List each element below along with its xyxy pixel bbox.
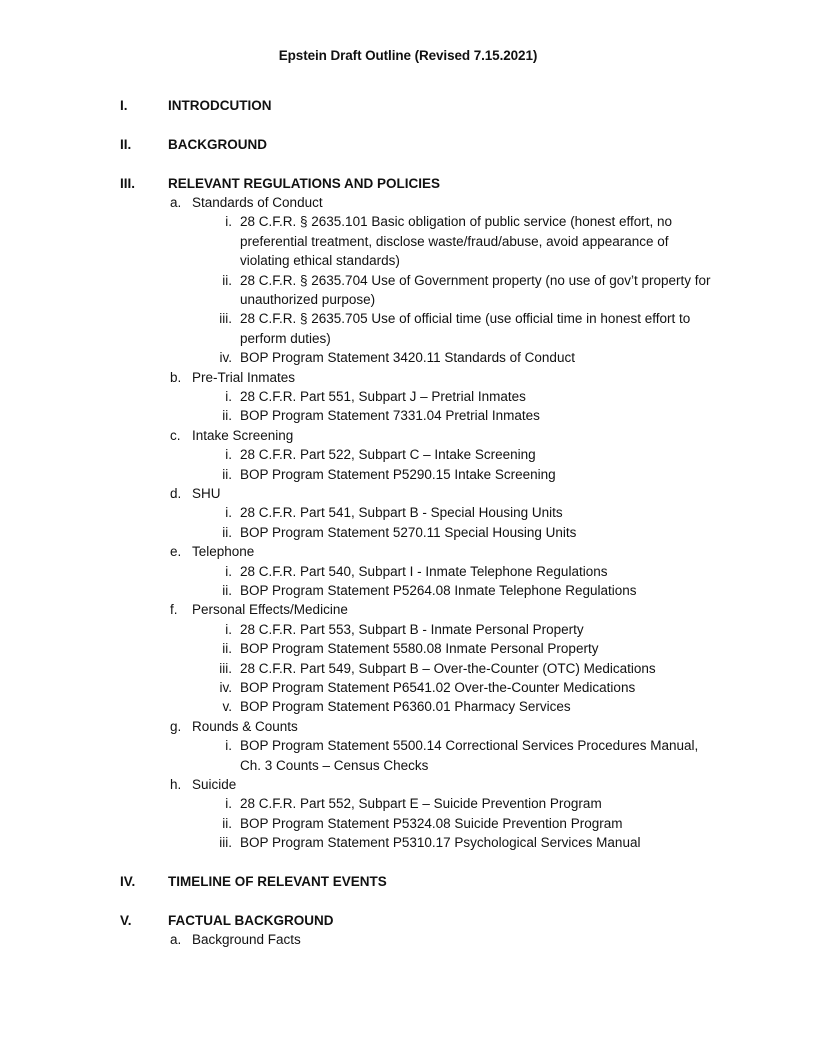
section-title: TIMELINE OF RELEVANT EVENTS — [168, 874, 387, 890]
list-item-marker: ii. — [222, 408, 232, 424]
subsection-marker: a. — [170, 194, 182, 210]
list-item — [0, 523, 715, 542]
list-item — [0, 833, 715, 852]
section-heading — [0, 174, 816, 193]
subsection — [0, 368, 816, 426]
list-item-text: 28 C.F.R. Part 540, Subpart I - Inmate Telephone Regulations — [240, 563, 608, 579]
list-item-marker: iii. — [219, 835, 232, 851]
subsection — [0, 717, 816, 775]
document-title: Epstein Draft Outline (Revised 7.15.2021) — [278, 48, 538, 63]
subsection-marker: a. — [170, 932, 182, 948]
section-title: INTRODCUTION — [168, 98, 272, 113]
outline-section — [0, 872, 816, 891]
list-item-text: 28 C.F.R. Part 552, Subpart E – Suicide Prevention Program — [240, 796, 602, 812]
list-item-marker: ii. — [222, 524, 232, 540]
list-item — [0, 348, 715, 367]
list-item-text: BOP Program Statement 5500.14 Correctional Services Procedures Manual, Ch. 3 Counts – Census Checks — [240, 738, 699, 773]
section-heading — [0, 135, 816, 154]
subsection — [0, 600, 816, 716]
list-item-marker: ii. — [222, 815, 232, 831]
list-item-marker: iii. — [219, 660, 232, 676]
list-item-text: BOP Program Statement P6360.01 Pharmacy Services — [240, 699, 571, 715]
subsection-label: SHU — [192, 486, 221, 501]
list-item — [0, 814, 715, 833]
list-item-marker: iii. — [219, 311, 232, 327]
list-item-marker: i. — [225, 214, 232, 230]
subsection-heading — [0, 484, 816, 503]
list-item-marker: i. — [225, 505, 232, 521]
subsection-label: Telephone — [192, 544, 255, 560]
list-item — [0, 445, 715, 464]
section-number: V. — [120, 912, 132, 928]
list-item — [0, 309, 715, 348]
section-title: FACTUAL BACKGROUND — [168, 912, 334, 928]
list-item-marker: ii. — [222, 272, 232, 288]
list-item-text: BOP Program Statement P5310.17 Psychological Services Manual — [240, 835, 641, 851]
list-item-text: 28 C.F.R. § 2635.704 Use of Government property (no use of gov’t property for unauthorized purpose) — [240, 272, 711, 307]
list-item-text: BOP Program Statement P5290.15 Intake Screening — [240, 466, 556, 482]
section-title: RELEVANT REGULATIONS AND POLICIES — [168, 175, 441, 191]
list-item-marker: ii. — [222, 583, 232, 598]
section-number: II. — [120, 136, 132, 152]
section-title: BACKGROUND — [168, 136, 267, 152]
list-item-text: BOP Program Statement 3420.11 Standards of Conduct — [240, 350, 575, 366]
list-item-text: BOP Program Statement 5270.11 Special Housing Units — [240, 524, 577, 540]
list-item — [0, 406, 715, 425]
list-item-text: BOP Program Statement P5264.08 Inmate Telephone Regulations — [240, 583, 637, 598]
subsection — [0, 775, 816, 853]
list-item-text: 28 C.F.R. Part 553, Subpart B - Inmate Personal Property — [240, 621, 584, 637]
subsection-heading — [0, 775, 816, 794]
list-item-text: BOP Program Statement P5324.08 Suicide Prevention Program — [240, 815, 623, 831]
list-item-text: 28 C.F.R. § 2635.705 Use of official time (use official time in honest effort to perform duties) — [240, 311, 691, 346]
subsection-heading — [0, 542, 816, 561]
subsection — [0, 484, 816, 542]
list-item — [0, 271, 715, 310]
list-item-marker: v. — [222, 699, 232, 715]
subsection-heading — [0, 426, 816, 445]
list-item-text: BOP Program Statement P6541.02 Over-the-Counter Medications — [240, 680, 636, 696]
outline-section — [0, 96, 816, 115]
list-item-marker: ii. — [222, 466, 232, 482]
section-number: III. — [120, 175, 136, 191]
list-item-marker: i. — [225, 796, 232, 812]
list-item-marker: iv. — [219, 350, 232, 366]
outline-section — [0, 135, 816, 154]
list-item-marker: i. — [225, 621, 232, 637]
list-item — [0, 212, 715, 270]
list-item — [0, 503, 715, 522]
section-heading — [0, 872, 816, 891]
list-item-marker: i. — [225, 447, 232, 463]
section-heading — [0, 96, 816, 115]
subsection-label: Personal Effects/Medicine — [192, 602, 348, 618]
list-item-text: 28 C.F.R. Part 541, Subpart B - Special Housing Units — [240, 505, 563, 521]
list-item — [0, 697, 715, 716]
subsection-label: Pre-Trial Inmates — [192, 369, 296, 385]
list-item-text: BOP Program Statement 7331.04 Pretrial Inmates — [240, 408, 540, 424]
list-item-marker: i. — [225, 563, 232, 579]
list-item-text: 28 C.F.R. Part 522, Subpart C – Intake Screening — [240, 447, 536, 463]
outline-section — [0, 174, 816, 853]
list-item — [0, 387, 715, 406]
subsection-marker: e. — [170, 544, 182, 560]
list-item-marker: ii. — [222, 641, 232, 657]
list-item-text: 28 C.F.R. Part 551, Subpart J – Pretrial Inmates — [240, 388, 526, 404]
outline-section — [0, 911, 816, 950]
section-number: I. — [120, 98, 128, 113]
subsection-marker: c. — [170, 427, 181, 443]
list-item — [0, 794, 715, 813]
list-item — [0, 736, 715, 775]
subsection-label: Rounds & Counts — [192, 718, 298, 734]
subsection-label: Standards of Conduct — [192, 194, 323, 210]
list-item — [0, 639, 715, 658]
subsection-marker: d. — [170, 486, 182, 501]
subsection-heading — [0, 193, 816, 212]
list-item-text: BOP Program Statement 5580.08 Inmate Personal Property — [240, 641, 599, 657]
subsection-heading — [0, 930, 816, 949]
subsection-heading — [0, 600, 816, 619]
list-item — [0, 581, 715, 600]
list-item-text: 28 C.F.R. Part 549, Subpart B – Over-the-Counter (OTC) Medications — [240, 660, 656, 676]
subsection-marker: h. — [170, 777, 182, 793]
subsection — [0, 193, 816, 368]
section-heading — [0, 911, 816, 930]
subsection-marker: g. — [170, 718, 182, 734]
subsection — [0, 542, 816, 600]
subsection-label: Suicide — [192, 777, 237, 793]
list-item-marker: iv. — [219, 680, 232, 696]
subsection-label: Background Facts — [192, 932, 301, 948]
subsection — [0, 930, 816, 949]
list-item — [0, 562, 715, 581]
outline — [0, 96, 816, 969]
subsection-label: Intake Screening — [192, 427, 294, 443]
list-item — [0, 465, 715, 484]
subsection-marker: f. — [170, 602, 178, 618]
subsection-heading — [0, 368, 816, 387]
list-item — [0, 659, 715, 678]
section-number: IV. — [120, 874, 136, 890]
subsection-heading — [0, 717, 816, 736]
list-item — [0, 678, 715, 697]
list-item-marker: i. — [225, 738, 232, 754]
list-item-marker: i. — [225, 388, 232, 404]
subsection — [0, 426, 816, 484]
list-item-text: 28 C.F.R. § 2635.101 Basic obligation of public service (honest effort, no preferential treatment, disclose waste/fraud/abuse, avoid appearance of violating ethical standards) — [240, 214, 673, 269]
subsection-marker: b. — [170, 369, 182, 385]
list-item — [0, 620, 715, 639]
